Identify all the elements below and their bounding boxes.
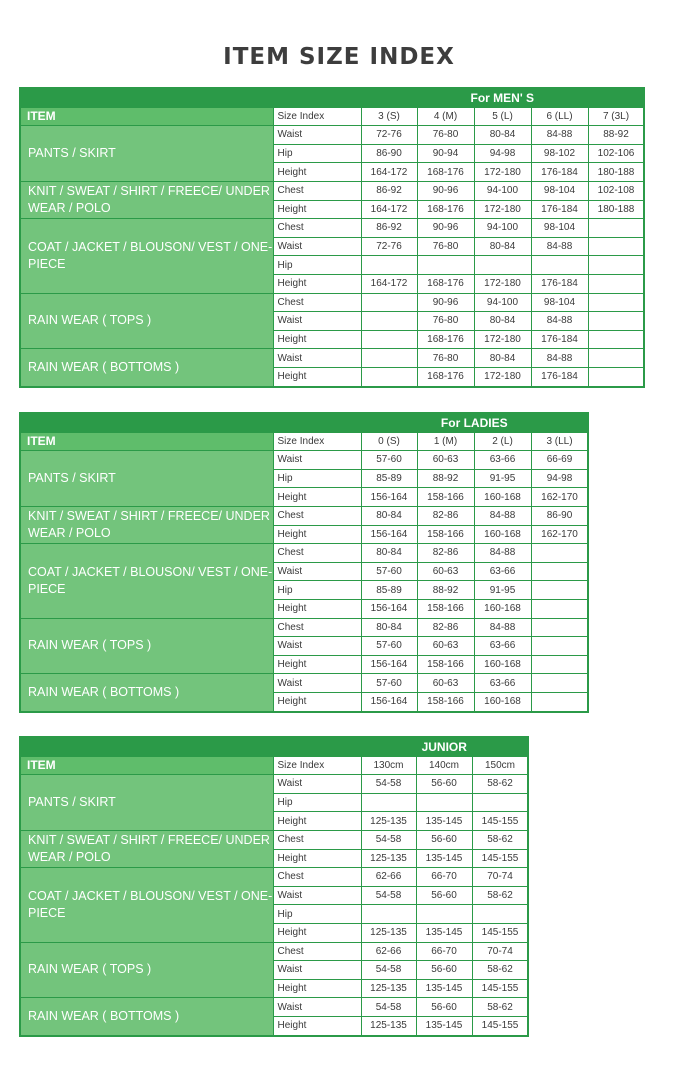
size-value: 162-170 [531,525,588,544]
size-value [472,905,528,924]
size-value [588,349,644,368]
measurement-label: Height [273,655,361,674]
measurement-label: Chest [273,868,361,887]
size-value: 63-66 [474,674,531,693]
size-value: 86-90 [531,506,588,525]
size-value: 176-184 [531,200,588,219]
size-value: 98-102 [531,144,588,163]
size-header-row [20,107,644,126]
size-value [588,237,644,256]
size-label: 130cm [361,756,416,775]
size-value [588,256,644,275]
size-value: 84-88 [474,544,531,563]
size-value: 58-62 [472,886,528,905]
measurement-label: Hip [273,581,361,600]
size-value: 145-155 [472,849,528,868]
measurement-label: Height [273,1016,361,1035]
size-value: 160-168 [474,599,531,618]
group-title: JUNIOR [361,737,528,756]
size-value: 168-176 [417,274,474,293]
size-value: 76-80 [417,126,474,145]
size-value: 102-106 [588,144,644,163]
size-value: 60-63 [417,562,474,581]
item-name: KNIT / SWEAT / SHIRT / FREECE/ UNDER WEAR / POLO [20,181,273,218]
size-value: 102-108 [588,181,644,200]
size-value: 88-92 [417,581,474,600]
size-value: 160-168 [474,655,531,674]
size-value: 82-86 [417,544,474,563]
measurement-label: Height [273,812,361,831]
size-value [588,367,644,386]
measurement-label: Hip [273,793,361,812]
size-index-label: Size Index [273,432,361,451]
size-value: 80-84 [474,312,531,331]
size-value: 58-62 [472,961,528,980]
size-value: 62-66 [361,942,416,961]
measurement-label: Height [273,692,361,711]
size-value: 82-86 [417,618,474,637]
size-label: 7 (3L) [588,107,644,126]
size-value: 63-66 [474,637,531,656]
size-value [531,692,588,711]
size-value [417,256,474,275]
size-value: 158-166 [417,525,474,544]
item-name: KNIT / SWEAT / SHIRT / FREECE/ UNDER WEAR / POLO [20,506,273,543]
size-value: 168-176 [417,200,474,219]
size-value: 80-84 [361,506,417,525]
size-value: 84-88 [531,349,588,368]
header-band-left [20,737,273,756]
size-value: 160-168 [474,488,531,507]
item-name: KNIT / SWEAT / SHIRT / FREECE/ UNDER WEAR / POLO [20,830,273,867]
size-value: 125-135 [361,923,416,942]
size-value [472,793,528,812]
size-value: 164-172 [361,274,417,293]
measurement-label: Waist [273,237,361,256]
size-value: 58-62 [472,775,528,794]
table-row [20,942,528,961]
size-value [474,256,531,275]
size-value: 60-63 [417,674,474,693]
size-value [416,905,472,924]
size-label: 3 (LL) [531,432,588,451]
item-column-header: ITEM [20,432,273,451]
size-value: 94-98 [474,144,531,163]
header-band-sub [273,737,361,756]
measurement-label: Waist [273,451,361,470]
size-value: 125-135 [361,812,416,831]
header-row [20,88,644,107]
measurement-label: Waist [273,312,361,331]
size-value: 54-58 [361,998,416,1017]
measurement-label: Waist [273,674,361,693]
measurement-label: Waist [273,775,361,794]
item-name: COAT / JACKET / BLOUSON/ VEST / ONE-PIECE [20,868,273,942]
measurement-label: Height [273,163,361,182]
size-value: 58-62 [472,998,528,1017]
size-label: 1 (M) [417,432,474,451]
measurement-label: Hip [273,905,361,924]
size-value: 145-155 [472,1016,528,1035]
size-value: 76-80 [417,349,474,368]
size-value: 91-95 [474,581,531,600]
size-value [531,637,588,656]
size-value: 57-60 [361,562,417,581]
size-value: 76-80 [417,312,474,331]
size-value: 135-145 [416,1016,472,1035]
measurement-label: Waist [273,637,361,656]
item-name: PANTS / SKIRT [20,775,273,831]
measurement-label: Height [273,923,361,942]
table-row [20,219,644,238]
size-value: 98-104 [531,219,588,238]
measurement-label: Height [273,274,361,293]
size-value [416,793,472,812]
size-value [588,219,644,238]
size-value [361,293,417,312]
size-value: 125-135 [361,1016,416,1035]
measurement-label: Hip [273,144,361,163]
size-label: 140cm [416,756,472,775]
size-value: 94-100 [474,219,531,238]
size-value: 72-76 [361,126,417,145]
size-value: 156-164 [361,655,417,674]
header-band-left [20,413,273,432]
measurement-label: Waist [273,886,361,905]
table-row [20,181,644,200]
size-value: 176-184 [531,367,588,386]
size-value: 160-168 [474,525,531,544]
size-header-row [20,432,588,451]
size-index-label: Size Index [273,107,361,126]
size-value: 91-95 [474,469,531,488]
size-header-row [20,756,528,775]
size-value: 90-96 [417,181,474,200]
header-band-sub [273,88,361,107]
size-value: 135-145 [416,849,472,868]
measurement-label: Hip [273,256,361,275]
measurement-label: Chest [273,293,361,312]
item-name: COAT / JACKET / BLOUSON/ VEST / ONE-PIECE [20,219,273,293]
size-value: 63-66 [474,562,531,581]
size-value: 84-88 [531,237,588,256]
size-value: 176-184 [531,330,588,349]
size-value [531,674,588,693]
item-name: RAIN WEAR ( BOTTOMS ) [20,674,273,712]
measurement-label: Height [273,488,361,507]
size-value: 172-180 [474,163,531,182]
ladies-size-table [19,412,589,713]
table-row [20,830,528,849]
measurement-label: Height [273,330,361,349]
size-value: 80-84 [474,237,531,256]
size-value: 98-104 [531,181,588,200]
size-value: 85-89 [361,469,417,488]
size-value: 84-88 [474,618,531,637]
size-value: 72-76 [361,237,417,256]
size-value: 84-88 [531,312,588,331]
size-value: 90-96 [417,293,474,312]
size-value: 180-188 [588,200,644,219]
table-row [20,506,588,525]
size-value: 156-164 [361,488,417,507]
header-band-sub [273,413,361,432]
item-name: RAIN WEAR ( TOPS ) [20,942,273,998]
measurement-label: Waist [273,961,361,980]
size-label: 150cm [472,756,528,775]
size-value: 54-58 [361,775,416,794]
size-value: 57-60 [361,637,417,656]
measurement-label: Height [273,525,361,544]
page-title: ITEM SIZE INDEX [223,44,455,70]
table-row [20,349,644,368]
size-label: 6 (LL) [531,107,588,126]
measurement-label: Chest [273,506,361,525]
size-value [361,367,417,386]
measurement-label: Height [273,599,361,618]
table-row [20,126,644,145]
size-value: 86-92 [361,181,417,200]
size-value: 56-60 [416,775,472,794]
size-value: 158-166 [417,655,474,674]
header-row [20,413,588,432]
size-value [531,618,588,637]
item-name: PANTS / SKIRT [20,451,273,507]
header-row [20,737,528,756]
measurement-label: Height [273,367,361,386]
group-title: For LADIES [361,413,588,432]
size-value: 145-155 [472,923,528,942]
measurement-label: Waist [273,349,361,368]
size-label: 5 (L) [474,107,531,126]
size-value: 94-100 [474,181,531,200]
table-row [20,868,528,887]
size-value: 156-164 [361,599,417,618]
size-value [531,562,588,581]
measurement-label: Waist [273,126,361,145]
size-value [361,905,416,924]
size-value: 145-155 [472,812,528,831]
size-value: 172-180 [474,367,531,386]
size-value: 63-66 [474,451,531,470]
size-value: 125-135 [361,849,416,868]
size-value: 84-88 [474,506,531,525]
size-value [531,599,588,618]
size-value: 172-180 [474,200,531,219]
size-value: 90-94 [417,144,474,163]
size-value: 57-60 [361,674,417,693]
measurement-label: Chest [273,219,361,238]
size-value: 135-145 [416,812,472,831]
size-value: 172-180 [474,274,531,293]
item-column-header: ITEM [20,756,273,775]
item-column-header: ITEM [20,107,273,126]
men-size-table [19,87,645,388]
measurement-label: Hip [273,469,361,488]
size-value: 168-176 [417,330,474,349]
size-value [531,544,588,563]
size-value [531,581,588,600]
size-value: 56-60 [416,998,472,1017]
size-value: 60-63 [417,451,474,470]
size-value: 57-60 [361,451,417,470]
size-label: 2 (L) [474,432,531,451]
size-value: 98-104 [531,293,588,312]
measurement-label: Chest [273,618,361,637]
measurement-label: Height [273,979,361,998]
size-value: 60-63 [417,637,474,656]
size-value: 164-172 [361,200,417,219]
size-value: 56-60 [416,886,472,905]
size-value: 168-176 [417,163,474,182]
size-value [361,312,417,331]
measurement-label: Chest [273,181,361,200]
size-value: 66-69 [531,451,588,470]
item-name: RAIN WEAR ( BOTTOMS ) [20,998,273,1036]
size-value: 94-98 [531,469,588,488]
table-row [20,998,528,1017]
measurement-label: Waist [273,998,361,1017]
table-row [20,618,588,637]
size-value: 56-60 [416,961,472,980]
size-value: 54-58 [361,961,416,980]
table-row [20,451,588,470]
item-name: PANTS / SKIRT [20,126,273,182]
size-value: 70-74 [472,868,528,887]
size-value: 80-84 [474,126,531,145]
size-value [588,330,644,349]
size-value: 70-74 [472,942,528,961]
size-value: 80-84 [361,544,417,563]
size-value [588,274,644,293]
header-band-left [20,88,273,107]
size-value: 66-70 [416,868,472,887]
size-value: 54-58 [361,830,416,849]
size-value: 84-88 [531,126,588,145]
size-value [361,256,417,275]
size-value: 86-92 [361,219,417,238]
junior-size-table [19,736,529,1037]
table-row [20,293,644,312]
size-value: 158-166 [417,488,474,507]
size-value [361,349,417,368]
size-value: 135-145 [416,923,472,942]
size-value: 82-86 [417,506,474,525]
measurement-label: Chest [273,830,361,849]
size-value: 80-84 [474,349,531,368]
item-name: RAIN WEAR ( TOPS ) [20,293,273,349]
size-label: 3 (S) [361,107,417,126]
size-value: 86-90 [361,144,417,163]
size-value: 160-168 [474,692,531,711]
size-value: 94-100 [474,293,531,312]
measurement-label: Chest [273,942,361,961]
size-value: 56-60 [416,830,472,849]
measurement-label: Height [273,849,361,868]
size-value: 58-62 [472,830,528,849]
size-value: 158-166 [417,692,474,711]
size-value: 135-145 [416,979,472,998]
size-value: 145-155 [472,979,528,998]
size-value [588,293,644,312]
size-value: 176-184 [531,163,588,182]
size-value [531,655,588,674]
size-value: 90-96 [417,219,474,238]
size-value: 80-84 [361,618,417,637]
size-value: 168-176 [417,367,474,386]
size-value: 156-164 [361,692,417,711]
size-value: 88-92 [588,126,644,145]
size-value: 162-170 [531,488,588,507]
table-row [20,544,588,563]
item-name: RAIN WEAR ( TOPS ) [20,618,273,674]
size-value: 156-164 [361,525,417,544]
size-value: 66-70 [416,942,472,961]
size-value: 76-80 [417,237,474,256]
size-index-label: Size Index [273,756,361,775]
size-value: 180-188 [588,163,644,182]
measurement-label: Chest [273,544,361,563]
table-row [20,775,528,794]
size-value [361,330,417,349]
group-title: For MEN' S [361,88,644,107]
size-value [361,793,416,812]
size-label: 4 (M) [417,107,474,126]
size-value [588,312,644,331]
size-value: 88-92 [417,469,474,488]
measurement-label: Height [273,200,361,219]
size-value: 85-89 [361,581,417,600]
size-value: 62-66 [361,868,416,887]
size-value: 158-166 [417,599,474,618]
size-value: 176-184 [531,274,588,293]
size-label: 0 (S) [361,432,417,451]
measurement-label: Waist [273,562,361,581]
item-name: COAT / JACKET / BLOUSON/ VEST / ONE-PIECE [20,544,273,618]
size-value [531,256,588,275]
item-name: RAIN WEAR ( BOTTOMS ) [20,349,273,387]
size-value: 164-172 [361,163,417,182]
table-row [20,674,588,693]
size-value: 125-135 [361,979,416,998]
size-value: 172-180 [474,330,531,349]
size-value: 54-58 [361,886,416,905]
